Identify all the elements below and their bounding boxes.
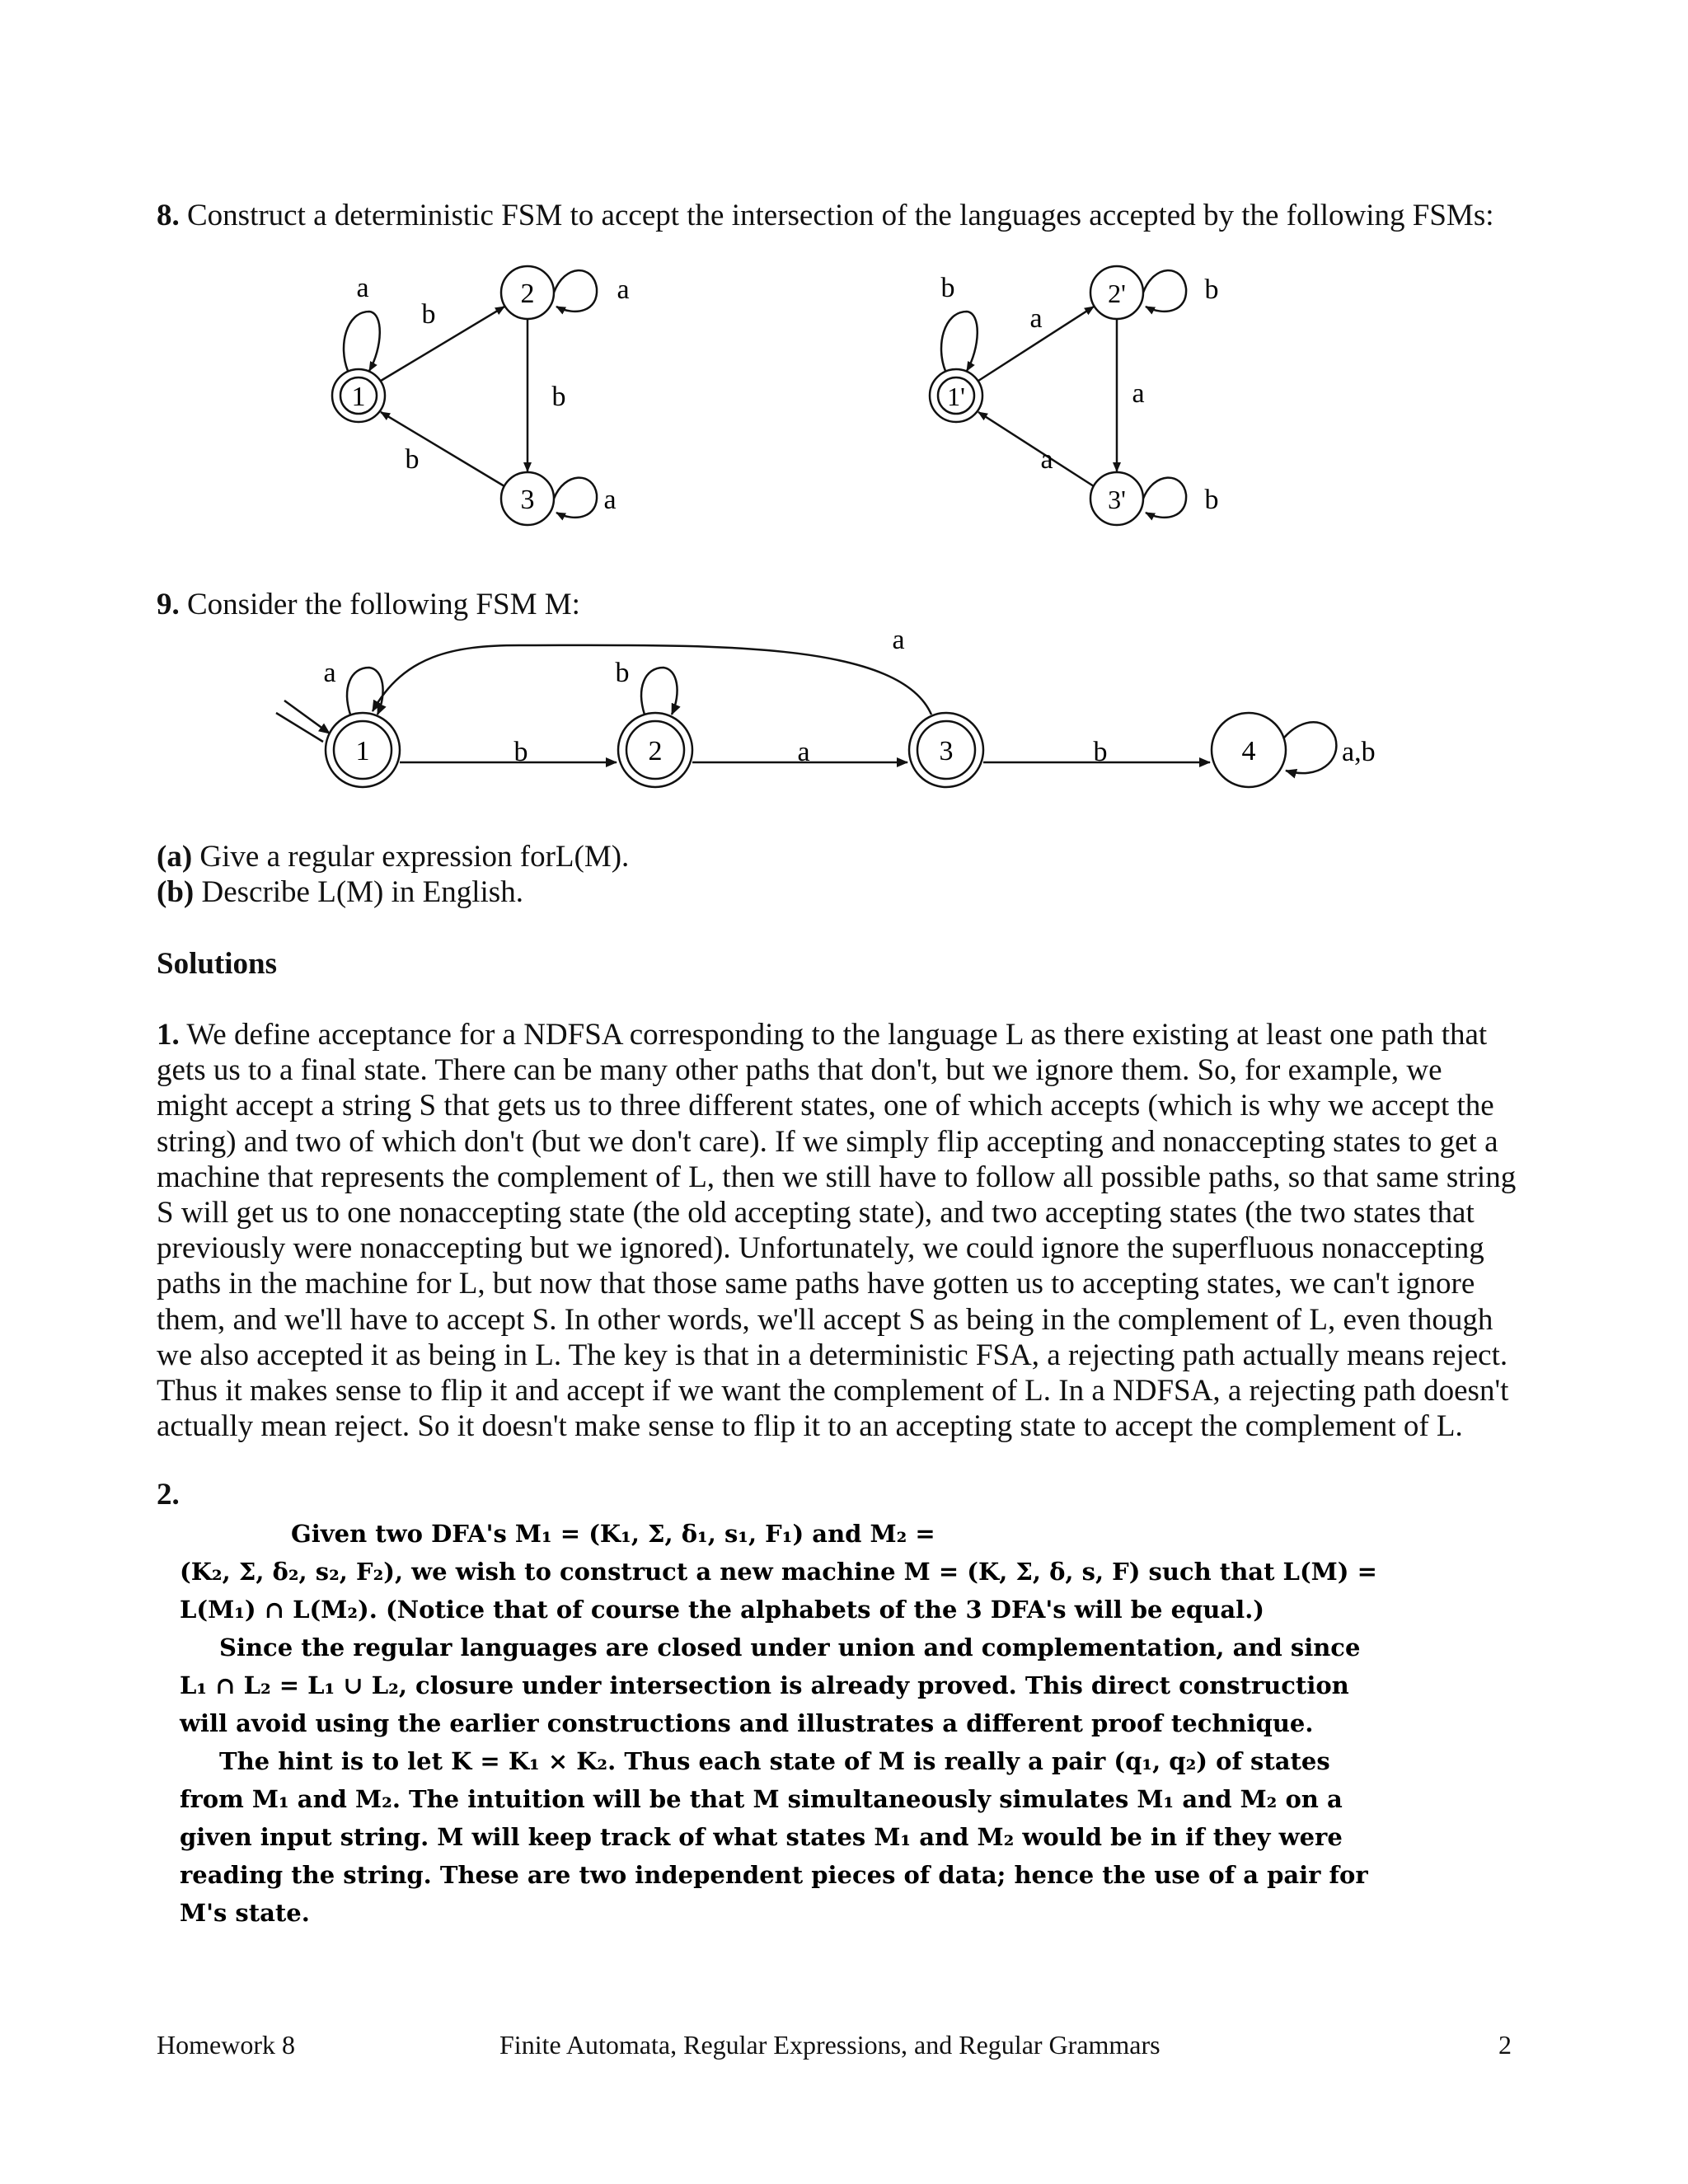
fsm-m-edge-1-2-label: b — [513, 737, 528, 767]
solution-1-line: actually mean reject. So it doesn't make sense to flip it to an accepting state to accept the complement of L. — [157, 1409, 1463, 1444]
solution-1-line: 1. We define acceptance for a NDFSA corresponding to the language L as there existing at least one path that — [157, 1018, 1488, 1052]
solution-2-line: given input string. M will keep track of what states M₁ and M₂ would be in if they were — [180, 1823, 1343, 1851]
q9-prompt — [157, 587, 580, 623]
fsm-m-loop-4 — [1284, 722, 1336, 773]
q9-part-a-text: Give a regular expression forL(M). — [192, 840, 630, 874]
fsm-m-loop-1 — [347, 668, 382, 715]
q9-text: Consider the following FSM M: — [179, 588, 580, 621]
fsm-m-edge-3-1 — [373, 645, 931, 715]
solution-2-line: Given two DFA's M₁ = (K₁, Σ, δ₁, s₁, F₁) and M₂ = — [291, 1520, 935, 1548]
footer-center: Finite Automata, Regular Expressions, and Regular Grammars — [499, 2030, 1160, 2060]
q8-number: 8. — [157, 199, 180, 232]
solution-2-line: The hint is to let K = K₁ × K₂. Thus each state of M is really a pair (q₁, q₂) of states — [219, 1747, 1330, 1775]
footer-page-number: 2 — [1498, 2030, 1512, 2060]
solution-2-line: Since the regular languages are closed under union and complementation, and since — [219, 1633, 1361, 1661]
svg-text:2': 2' — [1108, 279, 1126, 308]
fsm-m-state-2 — [618, 713, 692, 787]
fsm1-diagram — [313, 255, 659, 536]
fsm-m-edge-3-4-label: b — [1093, 737, 1108, 767]
svg-text:2: 2 — [648, 736, 663, 766]
fsm1-loop-3 — [554, 478, 597, 518]
fsm1-edge-2-3-label: b — [551, 382, 566, 412]
fsm-m-loop-2-label: b — [615, 658, 630, 688]
fsm2-loop-2 — [1143, 270, 1186, 312]
fsm1-loop-1-label: a — [356, 273, 369, 303]
fsm1-loop-2-label: a — [617, 274, 630, 305]
solutions-heading: Solutions — [157, 947, 278, 981]
fsm1-loop-2 — [554, 270, 597, 312]
fsm2-diagram — [911, 255, 1257, 536]
svg-text:1': 1' — [947, 382, 965, 411]
solution-1-line: S will get us to one nonaccepting state (the old accepting state), and two accepting states (the two states that — [157, 1196, 1475, 1230]
fsm2-loop-1 — [941, 312, 978, 371]
q8-text: Construct a deterministic FSM to accept the intersection of the languages accepted by the following FSMs: — [179, 199, 1494, 232]
fsm-m-state-1 — [326, 713, 400, 787]
solution-1-line: them, and we'll have to accept S. In other words, we'll accept S as being in the complement of L, even though — [157, 1302, 1493, 1337]
q9-part-b-label: (b) — [157, 875, 195, 909]
fsm1-edge-3-1 — [381, 412, 504, 486]
solution-2-line: L₁ ∩ L₂ = L₁ ∪ L₂, closure under intersection is already proved. This direct construction — [180, 1671, 1349, 1699]
q9-part-a-label: (a) — [157, 840, 193, 874]
solution-1-number: 1. — [157, 1018, 180, 1052]
fsm2-loop-3-label: b — [1204, 485, 1219, 515]
solution-2-line: will avoid using the earlier constructions and illustrates a different proof technique. — [180, 1709, 1314, 1737]
solution-2-scanned-text — [180, 1515, 1377, 1932]
fsm2-edge-2-3-label: a — [1132, 378, 1145, 409]
solution-2-line: reading the string. These are two independent pieces of data; hence the use of a pair for — [180, 1861, 1368, 1889]
fsm1-state-1 — [332, 369, 385, 422]
q8-prompt — [157, 198, 1494, 234]
solution-1-line: might accept a string S that gets us to three different states, one of which accepts (which is why we accept the — [157, 1089, 1494, 1123]
svg-text:2: 2 — [520, 279, 535, 309]
solution-2-line: M's state. — [180, 1899, 310, 1927]
fsm2-loop-2-label: b — [1204, 274, 1219, 305]
q9-part-b — [157, 874, 523, 911]
fsm1-loop-1 — [344, 312, 380, 371]
fsm2-edge-3-1-label: a — [1040, 444, 1053, 475]
q9-number: 9. — [157, 588, 180, 621]
fsm-m-state-3 — [909, 713, 983, 787]
solution-2-number: 2. — [157, 1478, 180, 1511]
solution-1-line: Thus it makes sense to flip it and accept if we want the complement of L. In a NDFSA, a rejecting path doesn't — [157, 1374, 1509, 1408]
fsm-m-state-4 — [1212, 713, 1286, 787]
svg-text:1: 1 — [355, 736, 370, 766]
svg-text:1: 1 — [351, 382, 366, 412]
fsm2-edge-3-1 — [978, 412, 1094, 486]
solution-2-line: from M₁ and M₂. The intuition will be that M simultaneously simulates M₁ and M₂ on a — [180, 1785, 1343, 1813]
solution-1-line: gets us to a final state. There can be many other paths that don't, but we ignore them. So, for example, we — [157, 1053, 1442, 1088]
fsm-m-edge-3-1-label: a — [892, 625, 905, 655]
fsm-m-loop-1-label: a — [323, 658, 336, 688]
solution-1 — [157, 1017, 1541, 1444]
svg-text:3: 3 — [939, 736, 954, 766]
fsm2-edge-1-2-label: a — [1029, 303, 1043, 334]
solution-2-line: (K₂, Σ, δ₂, s₂, F₂), we wish to construct a new machine M = (K, Σ, δ, s, F) such that L(M) = — [180, 1558, 1377, 1586]
solution-1-line: we also accepted it as being in L. The key is that in a deterministic FSA, a rejecting path actually means reject. — [157, 1338, 1508, 1372]
footer-left: Homework 8 — [157, 2030, 295, 2060]
svg-text:3: 3 — [520, 485, 535, 515]
fsm2-state-1 — [930, 369, 982, 422]
solution-1-line: paths in the machine for L, but now that those same paths have gotten us to accepting states, we can't ignore — [157, 1267, 1475, 1301]
fsm1-state-2 — [501, 266, 554, 319]
fsm2-state-2 — [1090, 266, 1143, 319]
fsm-m-diagram — [272, 622, 1426, 799]
fsm1-edge-1-2-label: b — [421, 299, 436, 330]
fsm1-state-3 — [501, 472, 554, 525]
solution-1-line: machine that represents the complement of L, then we still have to follow all possible paths, so that same string — [157, 1160, 1517, 1194]
fsm2-loop-3 — [1143, 478, 1186, 518]
svg-text:3': 3' — [1108, 485, 1126, 514]
solution-1-line: string) and two of which don't (but we don't care). If we simply flip accepting and nonaccepting states to get a — [157, 1124, 1498, 1159]
fsm-m-edge-2-3-label: a — [797, 737, 810, 767]
fsm1-edge-1-2 — [381, 307, 504, 381]
solution-1-line: previously were nonaccepting but we ignored). Unfortunately, we could ignore the superfluous nonaccepting — [157, 1231, 1484, 1266]
q9-part-a — [157, 839, 629, 875]
start-arrow — [276, 701, 330, 742]
solution-2-line: L(M₁) ∩ L(M₂). (Notice that of course the alphabets of the 3 DFA's will be equal.) — [180, 1596, 1265, 1624]
q9-part-b-text: Describe L(M) in English. — [194, 875, 523, 909]
fsm-m-loop-4-label: a,b — [1342, 737, 1376, 767]
fsm-m-loop-2 — [641, 668, 677, 715]
fsm1-edge-3-1-label: b — [405, 444, 420, 475]
fsm1-loop-3-label: a — [603, 485, 617, 515]
fsm2-state-3 — [1090, 472, 1143, 525]
fsm2-loop-1-label: b — [940, 273, 955, 303]
svg-text:4: 4 — [1241, 736, 1256, 766]
